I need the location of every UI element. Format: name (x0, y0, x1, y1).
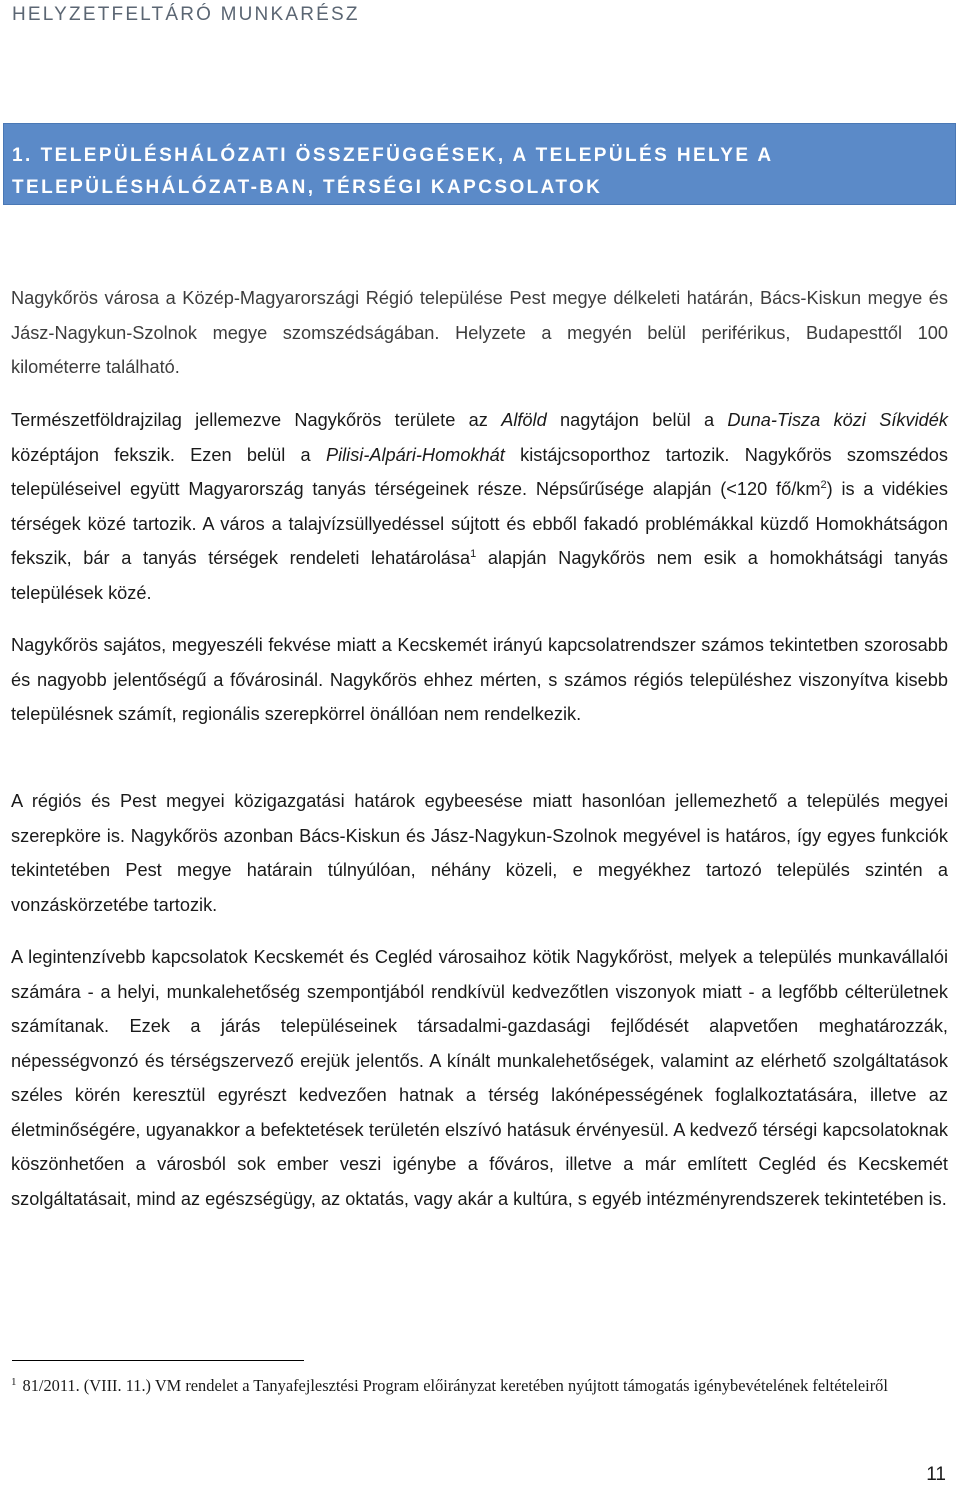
p2-text-b: nagytájon belül a (546, 410, 728, 430)
section-number: 1. (12, 145, 33, 166)
running-header: HELYZETFELTÁRÓ MUNKARÉSZ (12, 4, 360, 25)
footnote-text: 81/2011. (VIII. 11.) VM rendelet a Tanyafejlesztési Program előirányzat keretében nyújtott támogatás igénybevételének feltételeiről (22, 1376, 888, 1395)
term-alfold: Alföld (501, 410, 547, 430)
p2-text-d: kistájcsoporthoz tartozik. Nagykőrös szomszédos településeivel együtt Magyarország tanyás térségeinek része. Népsűrűsége alapján (<120 fő/km (11, 444, 948, 499)
paragraph-kecskemet-relations: Nagykőrös sajátos, megyeszéli fekvése miatt a Kecskemét irányú kapcsolatrendszer számos tekintetben szorosabb és nagyobb jelentőségű a fővárosinál. Nagykőrös ehhez mérten, s számos régiós településhez viszonyítva kisebb településnek számít, regionális szerepkörrel önállóan nem rendelkezik. (11, 635, 948, 724)
paragraph-intensive-relations: A legintenzívebb kapcsolatok Kecskemét és Cegléd városaihoz kötik Nagykőröst, melyek a település munkavállalói számára - a helyi, munkalehetőség szempontjából rendkívül kedvezőtlen viszonyok miatt - a legfőbb célterületnek számítanak. Ezek a járás településeinek társadalmi-gazdasági fejlődését alapvetően meghatározzák, népességvonzó és térségszervező erejük jelentős. A kínált munkalehetőségek, valamint az elérhető szolgáltatások széles körén keresztül egyrészt kedvezően hatnak a térség lakónépességének foglalkoztatására, illetve az életminőségére, ugyanakkor a befektetések területén elszívó hatásuk érvényesül. A kedvező térségi kapcsolatoknak köszönhetően a városból sok ember veszi igénybe a főváros, illetve a már említett Cegléd és Kecskemét szolgáltatásait, mind az egészségügy, az oktatás, vagy akár a kultúra, s egyéb intézményrendszerek tekintetében is. (11, 947, 948, 1209)
footnote-marker: 1 (11, 1375, 17, 1388)
footnote (11, 1375, 948, 1397)
p2-text-f: alapján Nagykőrös nem esik a homokhátsági tanyás települések közé. (11, 548, 948, 603)
paragraph-administrative-borders: A régiós és Pest megyei közigazgatási határok egybeesése miatt hasonlóan jellemezhető a település megyei szerepköre is. Nagykőrös azonban Bács-Kiskun és Jász-Nagykun-Szolnok megyével is határos, így egyes funkciók tekintetében Pest megye határain túlnyúlóan, néhány közeli, e megyékhez tartozó település szintén a vonzáskörzetébe tartozik. (11, 791, 948, 915)
footnote-reference[interactable]: 1 (470, 547, 477, 560)
term-duna-tisza: Duna-Tisza közi Síkvidék (727, 410, 948, 430)
paragraph-location: Nagykőrös városa a Közép-Magyarországi Régió települése Pest megye délkeleti határán, Bács-Kiskun megye és Jász-Nagykun-Szolnok megye szomszédságában. Helyzete a megyén belül periférikus, Budapesttől 100 kilométerre található. (11, 288, 948, 377)
section-title-text: TELEPÜLÉSHÁLÓZATI ÖSSZEFÜGGÉSEK, A TELEPÜLÉS HELYE A TELEPÜLÉSHÁLÓZAT-BAN, TÉRSÉGI KAPCSOLATOK (12, 145, 773, 198)
paragraph-geography (11, 403, 948, 610)
page-number: 11 (926, 1464, 946, 1485)
p2-text-c: középtájon fekszik. Ezen belül a (11, 444, 326, 465)
superscript-km2: 2 (820, 478, 827, 491)
term-pilisi-alpari: Pilisi-Alpári-Homokhát (325, 444, 505, 465)
p2-text-e: ) is a vidékies térségek közé tartozik. A város a talajvízsüllyedéssel sújtott és ebből fakadó problémákkal küzdő Homokhátságon fekszik, bár a tanyás térségek rendeleti lehatárolása (11, 479, 948, 568)
footnote-separator (12, 1360, 304, 1361)
section-banner (3, 123, 956, 205)
section-title (12, 140, 947, 204)
p2-text-a: Természetföldrajzilag jellemezve Nagykőrös területe az (11, 410, 502, 430)
